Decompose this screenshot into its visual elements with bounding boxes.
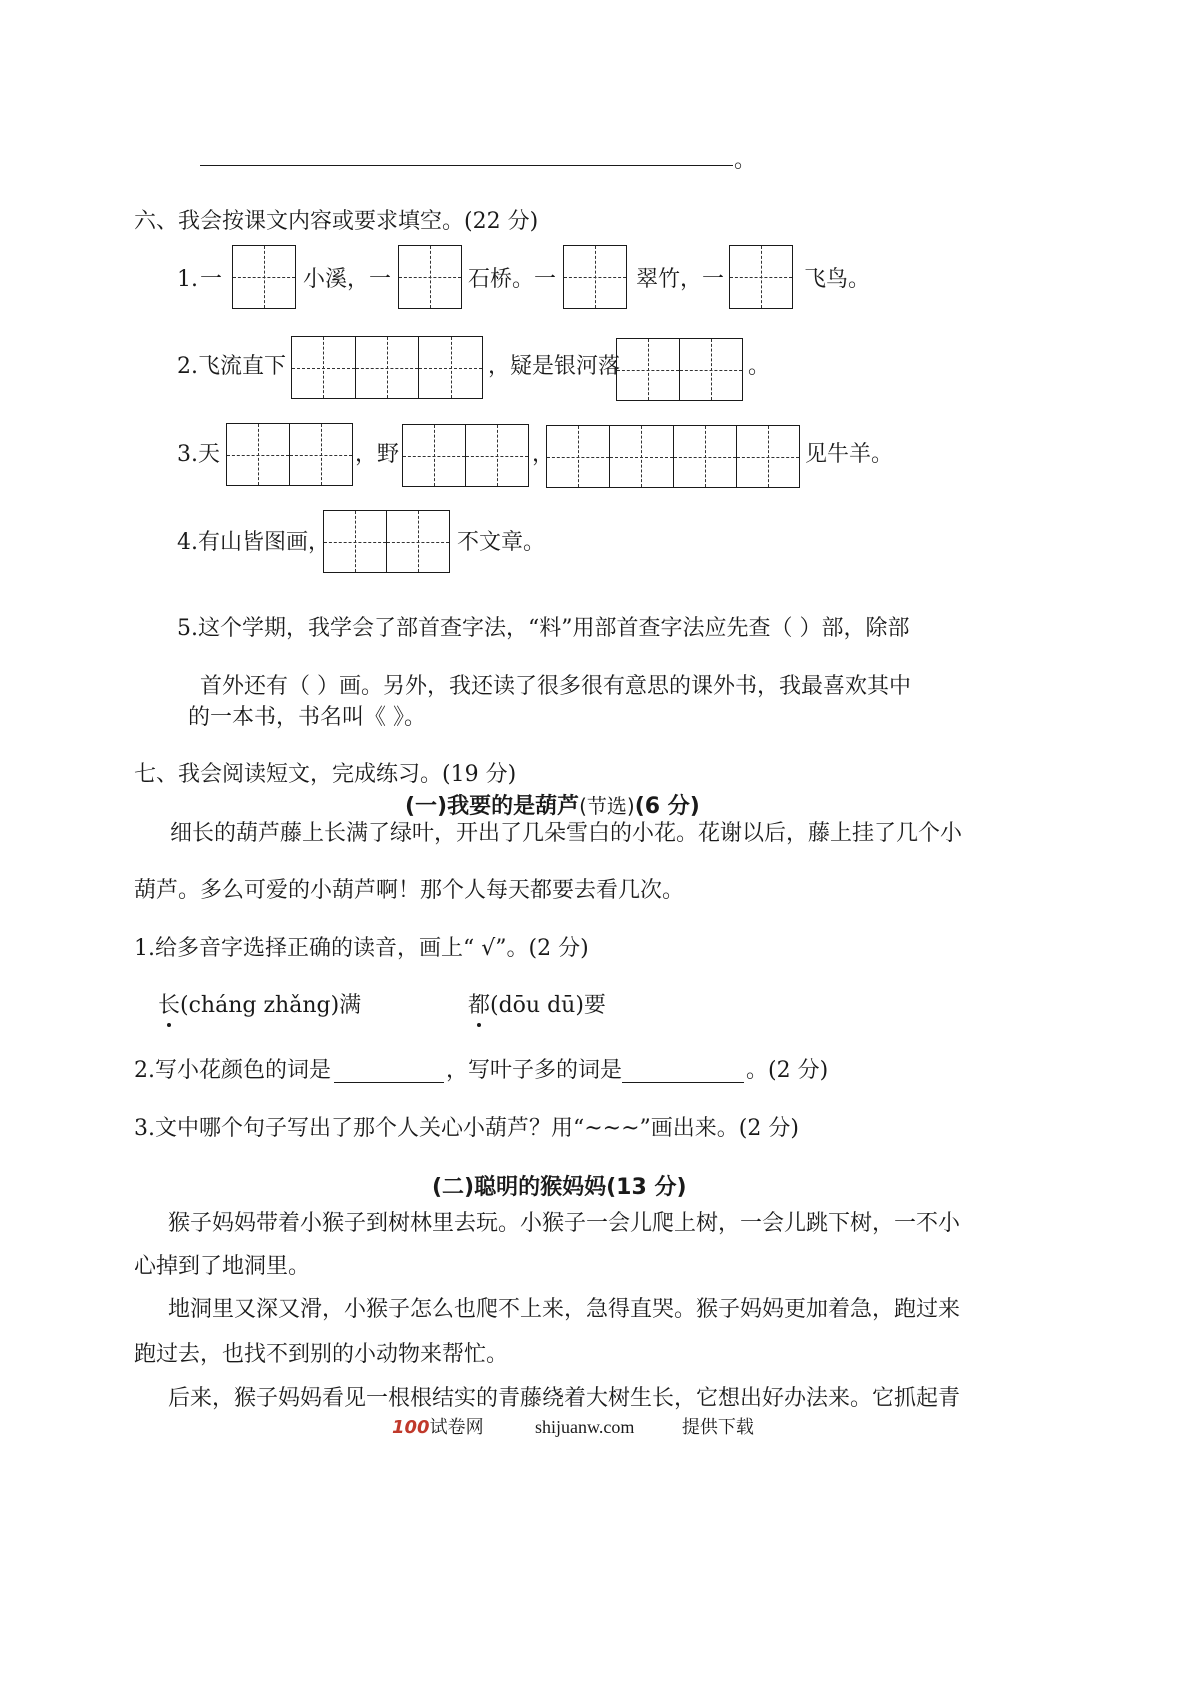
question: 1.给多音字选择正确的读音，画上“ √”。(2 分) [134, 936, 589, 961]
polyphone-char: 都 [468, 991, 490, 1021]
answer-line[interactable] [334, 1082, 444, 1083]
answer-line[interactable] [622, 1082, 744, 1083]
q2-text-mid: ，疑是银河落 [488, 354, 621, 379]
q1-text-c: 石桥。一 [468, 267, 557, 292]
answer-line[interactable] [200, 165, 733, 166]
pinyin-choices[interactable]: (cháng zhǎng)满 [180, 993, 362, 1018]
pinyin-option [468, 991, 606, 1021]
passage-line: 地洞里又深又滑，小猴子怎么也爬不上来，急得直哭。猴子妈妈更加着急，跑过来 [168, 1297, 961, 1322]
passage-title-score: (6 分) [634, 794, 700, 819]
passage-line: 葫芦。多么可爱的小葫芦啊！那个人每天都要去看几次。 [134, 878, 685, 903]
question-q2-b: ，写叶子多的词是 [446, 1058, 623, 1083]
q5-line2: 首外还有（ ）画。另外，我还读了很多很有意思的课外书，我最喜欢其中 [200, 674, 911, 699]
passage-title-main: (一)我要的是葫芦 [405, 794, 580, 819]
passage-line: 跑过去，也找不到别的小动物来帮忙。 [134, 1342, 509, 1367]
passage-line: 心掉到了地洞里。 [134, 1254, 311, 1279]
writing-box-row[interactable] [323, 510, 450, 573]
pinyin-choices[interactable]: (dōu dū)要 [490, 993, 606, 1018]
passage-title-note: (节选) [579, 794, 635, 818]
question: 3.文中哪个句子写出了那个人关心小葫芦？用“~~~”画出来。(2 分) [134, 1116, 799, 1141]
passage-line: 猴子妈妈带着小猴子到树林里去玩。小猴子一会儿爬上树，一会儿跳下树，一不小 [168, 1211, 961, 1236]
q3-text-pre: 3.天 [177, 442, 220, 467]
section-heading: 七、我会阅读短文，完成练习。(19 分) [134, 762, 517, 787]
q3-text-mid2: ， [532, 442, 555, 467]
site-name: 试卷网 [429, 1417, 484, 1438]
question-q2-a: 2.写小花颜色的词是 [134, 1058, 331, 1083]
writing-box[interactable] [563, 245, 627, 309]
q4-text-end: 不文章。 [457, 530, 546, 555]
writing-box[interactable] [729, 245, 793, 309]
q3-text-end: 见牛羊。 [805, 442, 894, 467]
period: 。 [734, 148, 757, 173]
question-q2-c: 。(2 分) [746, 1058, 829, 1083]
site-domain[interactable]: shijuanw.com [535, 1417, 635, 1437]
q1-text-e: 飞鸟。 [804, 267, 871, 292]
q4-text-pre: 4.有山皆图画， [177, 530, 330, 555]
writing-box-row[interactable] [291, 336, 483, 399]
passage-title: (二)聪明的猴妈妈(13 分) [432, 1175, 687, 1200]
download-text: 提供下载 [681, 1417, 754, 1438]
polyphone-char: 长 [158, 991, 180, 1021]
writing-box-row[interactable] [402, 424, 529, 487]
q5-line1: 5.这个学期，我学会了部首查字法，“料”用部首查字法应先查（ ）部，除部 [177, 616, 910, 641]
passage-line: 细长的葫芦藤上长满了绿叶，开出了几朵雪白的小花。花谢以后，藤上挂了几个小 [170, 821, 963, 846]
q1-text-a: 一 [200, 267, 223, 292]
writing-box-row[interactable] [546, 425, 800, 488]
site-logo: 100 [392, 1417, 430, 1438]
q1-number: 1. [177, 267, 198, 292]
q5-line3: 的一本书，书名叫《 》。 [188, 705, 426, 730]
q2-text-end: 。 [748, 354, 771, 379]
passage-title [405, 791, 700, 822]
footer [392, 1414, 754, 1441]
pinyin-option [158, 991, 361, 1021]
q2-text-pre: 2.飞流直下 [177, 354, 286, 379]
writing-box-row[interactable] [226, 423, 353, 486]
q1-text-d: 翠竹，一 [636, 267, 725, 292]
section-heading: 六、我会按课文内容或要求填空。(22 分) [134, 209, 539, 234]
writing-box[interactable] [398, 245, 462, 309]
passage-line: 后来，猴子妈妈看见一根根结实的青藤绕着大树生长，它想出好办法来。它抓起青 [168, 1386, 961, 1411]
q1-text-b: 小溪，一 [303, 267, 392, 292]
writing-box[interactable] [232, 245, 296, 309]
writing-box-row[interactable] [616, 338, 743, 401]
q3-text-mid1: ，野 [355, 442, 400, 467]
